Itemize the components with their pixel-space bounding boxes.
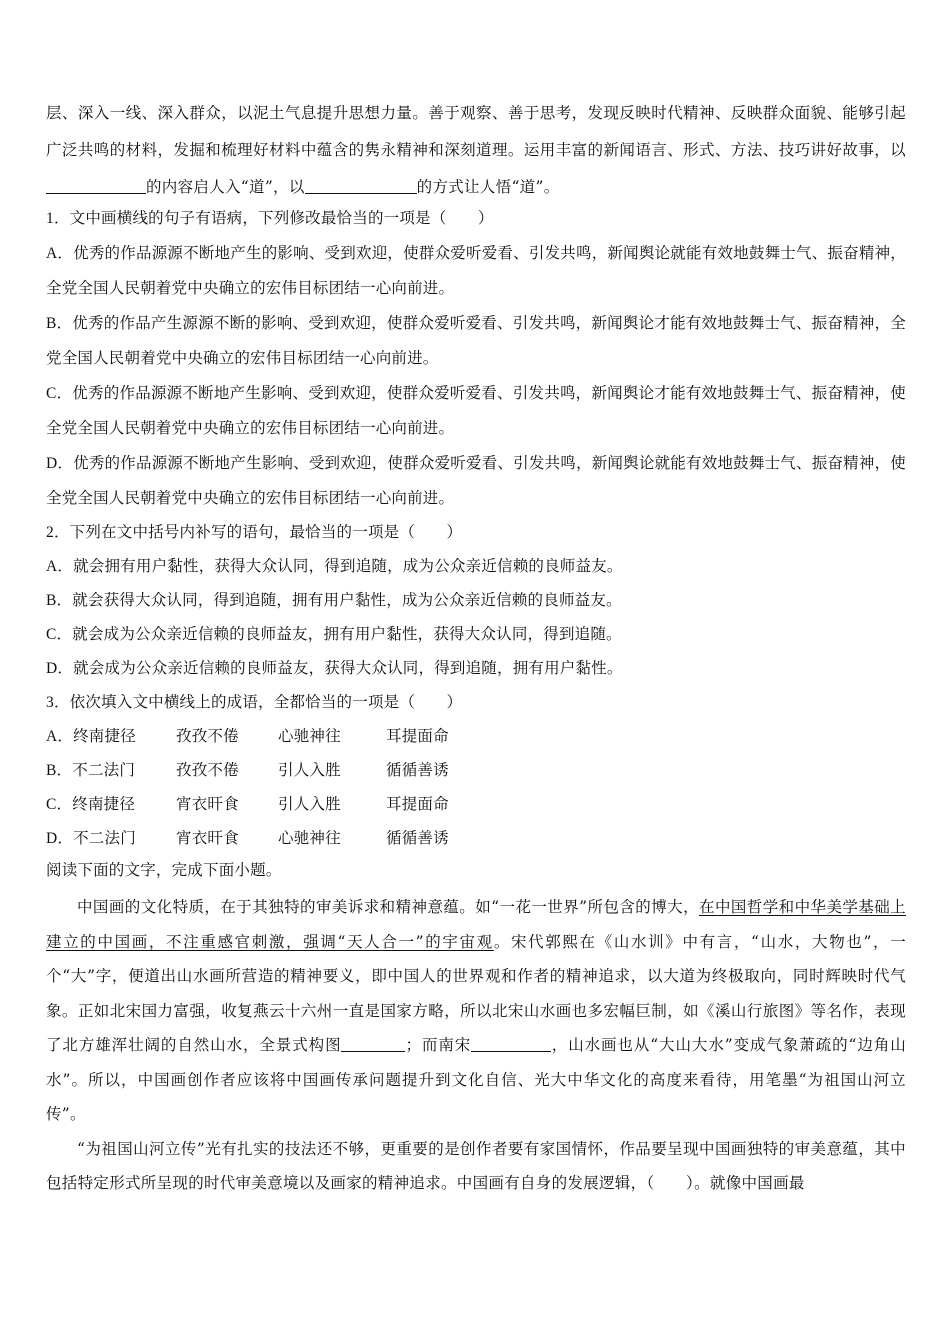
question-2-option-b: B．就会获得大众认同，得到追随，拥有用户黏性，成为公众亲近信赖的良师益友。: [46, 592, 622, 609]
idiom-cell: C．终南捷径: [46, 796, 136, 813]
idiom-cell: 循循善诱: [386, 830, 449, 847]
idiom-cell: A．终南捷径: [46, 728, 136, 745]
question-1-option-d: D．优秀的作品源源不断地产生影响、受到欢迎，使群众爱听爱看、引发共鸣，新闻舆论就能有效地鼓舞士气、振奋精神，使全党全国人民朝着党中央确立的宏伟目标团结一心向前进。: [46, 455, 906, 507]
question-3-option-d: [46, 822, 906, 856]
question-1-stem: 1．文中画横线的句子有语病，下列修改最恰当的一项是（ ）: [46, 210, 494, 227]
idiom-cell: 引人入胜: [278, 762, 341, 779]
question-1-option-a: A．优秀的作品源源不断地产生的影响、受到欢迎，使群众爱听爱看、引发共鸣，新闻舆论就能有效地鼓舞士气、振奋精神，全党全国人民朝着党中央确立的宏伟目标团结一心向前进。: [46, 245, 906, 297]
idiom-cell: 孜孜不倦: [176, 762, 239, 779]
idiom-cell: 宵衣旰食: [176, 796, 239, 813]
idiom-cell: 循循善诱: [386, 762, 449, 779]
idiom-cell: B．不二法门: [46, 762, 136, 779]
idiom-cell: 孜孜不倦: [176, 728, 239, 745]
passage-1-text: 层、深入一线、深入群众，以泥土气息提升思想力量。善于观察、善于思考，发现反映时代精神、反映群众面貌、能够引起广泛共鸣的材料，发掘和梳理好材料中蕴含的隽永精神和深刻道理。运用丰富的新闻语言、形式、方法、技巧讲好故事，以: [46, 104, 906, 159]
idiom-cell: 耳提面命: [386, 796, 449, 813]
document-page: [46, 95, 906, 1201]
passage-2-paragraph-1: [46, 890, 906, 1132]
question-2-option-a: A．就会拥有用户黏性，获得大众认同，得到追随，成为公众亲近信赖的良师益友。: [46, 558, 623, 575]
question-3-option-c: [46, 788, 906, 822]
question-3-stem: 3．依次填入文中横线上的成语，全都恰当的一项是（ ）: [46, 694, 463, 711]
blank-line: [305, 179, 417, 194]
question-2-option-c: C．就会成为公众亲近信赖的良师益友，拥有用户黏性，获得大众认同，得到追随。: [46, 626, 622, 643]
blank-line: [471, 1037, 551, 1052]
idiom-cell: 宵衣旰食: [176, 830, 239, 847]
idiom-cell: 耳提面命: [386, 728, 449, 745]
passage-2-text: ，山水画也从“大山大水”变成气象萧疏的“边角山水”。所以，中国画创作者应该将中国画传承问题提升到文化自信、光大中华文化的高度来看待，用笔墨“为祖国山河立传”。: [46, 1036, 906, 1123]
passage-2-paragraph-2: “为祖国山河立传”光有扎实的技法还不够，更重要的是创作者要有家国情怀，作品要呈现中国画独特的审美意蕴，其中包括特定形式所呈现的时代审美意境以及画家的精神追求。中国画有自身的发展逻辑，（ ）。就像中国画最: [46, 1139, 906, 1192]
idiom-cell: 心驰神往: [278, 830, 341, 847]
passage-2-text: ；而南宋: [405, 1036, 472, 1054]
passage-1: [46, 95, 906, 206]
underlined-sentence: 在中国哲学和中华美学基础上建立的中国画，不注重感官刺激，强调“天人合一”的宇宙观: [46, 898, 906, 951]
blank-line: [46, 179, 146, 194]
idiom-cell: 引人入胜: [278, 796, 341, 813]
question-2-option-d: D．就会成为公众亲近信赖的良师益友，获得大众认同，得到追随，拥有用户黏性。: [46, 660, 623, 677]
passage-2-text: 。宋代郭熙在《山水训》中有言，“山水，大物也”，一个“大”字，便道出山水画所营造的精神要义，即中国人的世界观和作者的精神追求，以大道为终极取向，同时辉映时代气象。正如北宋国力富强，收复燕云十六州一直是国家方略，所以北宋山水画也多宏幅巨制，如《溪山行旅图》等名作，表现了北方雄浑壮阔的自然山水，全景式构图: [46, 932, 907, 1054]
idiom-cell: 心驰神往: [278, 728, 341, 745]
question-1-option-b: B．优秀的作品产生源源不断的影响、受到欢迎，使群众爱听爱看、引发共鸣，新闻舆论才能有效地鼓舞士气、振奋精神，全党全国人民朝着党中央确立的宏伟目标团结一心向前进。: [46, 315, 906, 367]
passage-1-mid: 的内容启人入“道”，以: [146, 178, 305, 196]
question-3-option-b: [46, 754, 906, 788]
idiom-cell: D．不二法门: [46, 830, 136, 847]
question-1-option-c: C．优秀的作品源源不断地产生影响、受到欢迎，使群众爱听爱看、引发共鸣，新闻舆论才能有效地鼓舞士气、振奋精神，使全党全国人民朝着党中央确立的宏伟目标团结一心向前进。: [46, 385, 906, 437]
passage-2-text: 中国画的文化特质，在于其独特的审美诉求和精神意蕴。如“一花一世界”所包含的博大，: [77, 898, 700, 916]
question-2-stem: 2．下列在文中括号内补写的语句，最恰当的一项是（ ）: [46, 524, 463, 541]
question-3-option-a: [46, 720, 906, 754]
blank-line: [341, 1037, 405, 1052]
passage-1-end: 的方式让人悟“道”。: [416, 178, 560, 196]
reading-intro: 阅读下面的文字，完成下面小题。: [46, 862, 282, 879]
